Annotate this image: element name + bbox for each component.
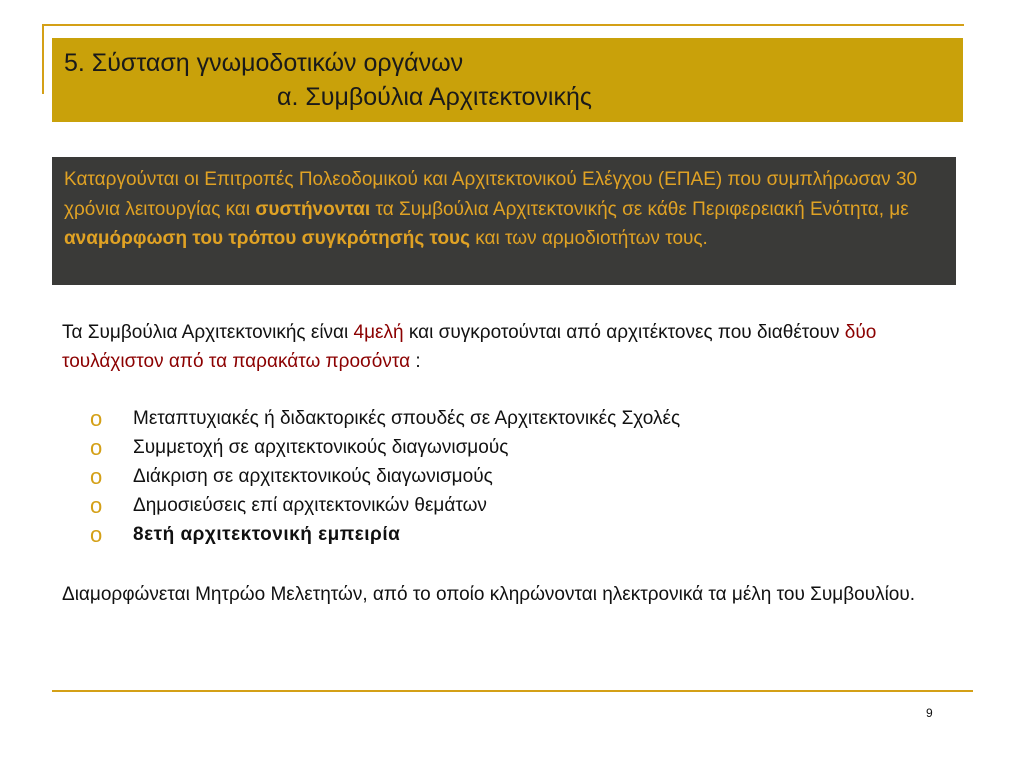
bullet-icon: o [90, 493, 103, 518]
left-frame-line [42, 24, 44, 94]
list-item [90, 520, 950, 549]
list-item-text: Διάκριση σε αρχιτεκτονικούς διαγωνισμούς [133, 466, 493, 487]
list-item [90, 491, 950, 520]
highlight-bold-1: συστήνονται [255, 198, 371, 220]
page-number: 9 [926, 706, 933, 720]
list-item [90, 462, 950, 491]
qualifications-list [90, 404, 950, 549]
closing-paragraph: Διαμορφώνεται Μητρώο Μελετητών, από το οποίο κληρώνονται ηλεκτρονικά τα μέλη του Συμβουλίου. [62, 584, 916, 605]
bullet-icon: o [90, 406, 103, 431]
intro-red-2: δύο τουλάχιστον από τα παρακάτω προσόντα [62, 322, 877, 372]
list-item [90, 433, 950, 462]
list-item [90, 404, 950, 433]
highlight-box [52, 157, 956, 285]
intro-red-1: 4μελή [353, 322, 404, 343]
highlight-text-3: και των αρμοδιοτήτων τους. [470, 228, 708, 249]
list-item-text: Δημοσιεύσεις επί αρχιτεκτονικών θεμάτων [133, 495, 487, 516]
slide-subtitle: α. Συμβούλια Αρχιτεκτονικής [277, 83, 592, 111]
bullet-icon: o [90, 522, 103, 547]
slide-title: 5. Σύσταση γνωμοδοτικών οργάνων [64, 49, 464, 77]
slide-title-bar [52, 38, 963, 122]
highlight-text-2: τα Συμβούλια Αρχιτεκτονικής σε κάθε Περιφερειακή Ενότητα, με [370, 198, 909, 220]
highlight-bold-2: αναμόρφωση του τρόπου συγκρότησής τους [64, 228, 470, 249]
highlight-text-1: Καταργούνται οι Επιτροπές Πολεοδομικού και Αρχιτεκτονικού Ελέγχου (ΕΠΑΕ) που συμπλήρωσαν 30 χρόνια λειτουργίας και [64, 169, 918, 220]
bullet-icon: o [90, 435, 103, 460]
top-frame-line [42, 24, 964, 26]
intro-text-3: : [410, 351, 421, 372]
bullet-icon: o [90, 464, 103, 489]
list-item-text: Συμμετοχή σε αρχιτεκτονικούς διαγωνισμούς [133, 437, 509, 458]
list-item-text: Μεταπτυχιακές ή διδακτορικές σπουδές σε Αρχιτεκτονικές Σχολές [133, 408, 681, 429]
intro-text-2: και συγκροτούνται από αρχιτέκτονες που διαθέτουν [403, 322, 845, 343]
intro-text-1: Τα Συμβούλια Αρχιτεκτονικής είναι [62, 322, 354, 343]
intro-paragraph [62, 318, 942, 376]
list-item-text: 8ετή αρχιτεκτονική εμπειρία [133, 524, 401, 545]
footer-line [52, 690, 973, 692]
